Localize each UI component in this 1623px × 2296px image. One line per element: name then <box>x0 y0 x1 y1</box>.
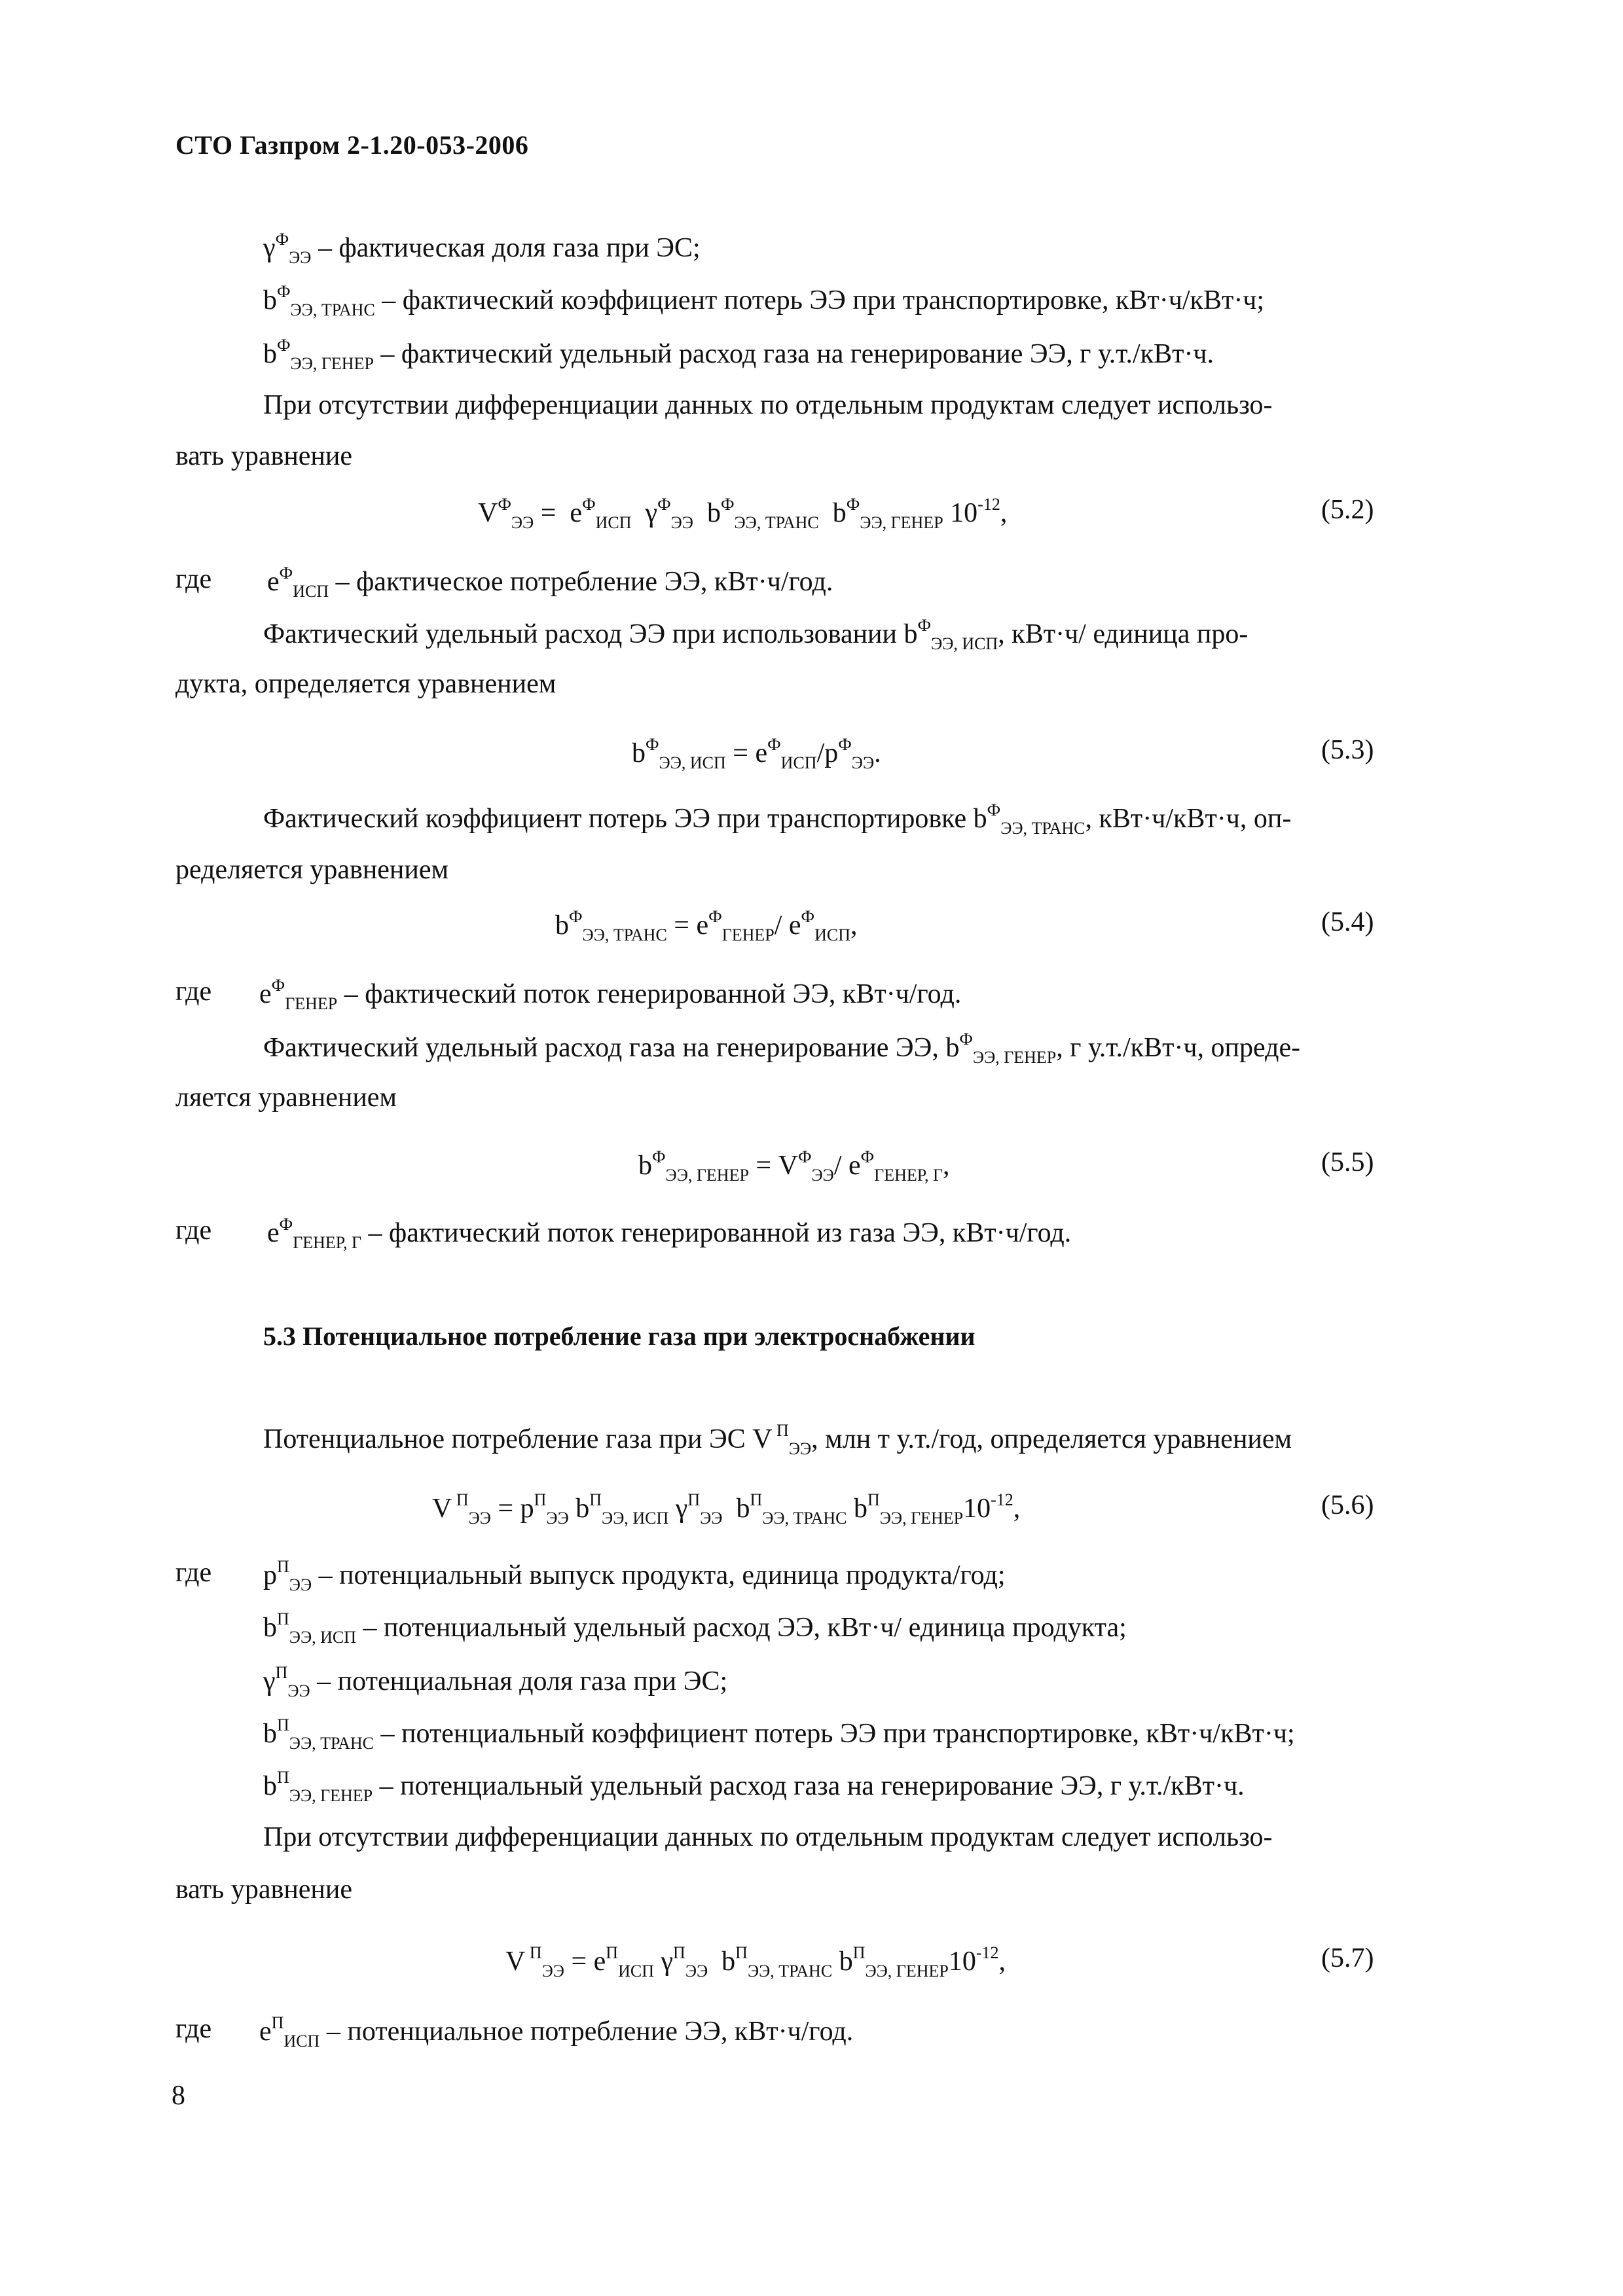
paragraph-line: Фактический удельный расход ЭЭ при использовании $b^Ф_{ЭЭ, ИСП}$, кВт·ч/ единица про- <box>263 616 1249 653</box>
section-heading: 5.3 Потенциальное потребление газа при электроснабжении <box>263 1321 976 1351</box>
where-definition: $e^Ф_{ГЕНЕР}$ – фактический поток генерированной ЭЭ, кВт·ч/год. <box>259 976 962 1013</box>
page-number: 8 <box>172 2081 185 2111</box>
where-label: где <box>175 977 212 1007</box>
equation-number: (5.6) <box>1321 1490 1374 1520</box>
where-label: где <box>175 1215 212 1246</box>
definition-line: $b^П_{ЭЭ, ТРАНС}$ – потенциальный коэффициент потерь ЭЭ при транспортировке, кВт·ч/кВт·ч; <box>263 1715 1295 1753</box>
paragraph-line: вать уравнение <box>175 1874 353 1905</box>
where-label: где <box>175 2014 212 2044</box>
equation-5-2: $V^Ф_{ЭЭ} = e^Ф_{ИСП}$ $\gamma^Ф_{ЭЭ}$ $b^Ф_{ЭЭ, ТРАНС}$ $b^Ф_{ЭЭ, ГЕНЕР}$ $10^{-12}$, <box>478 495 1008 532</box>
equation-number: (5.7) <box>1321 1943 1374 1973</box>
where-definition: $e^Ф_{ГЕНЕР, Г}$ – фактический поток генерированной из газа ЭЭ, кВт·ч/год. <box>267 1215 1072 1252</box>
equation-5-5: $b^Ф_{ЭЭ, ГЕНЕР} = V^Ф_{ЭЭ}/$ $e^Ф_{ГЕНЕР, Г}$, <box>638 1147 950 1185</box>
where-label: где <box>175 1558 212 1588</box>
where-definition: $e^П_{ИСП}$ – потенциальное потребление ЭЭ, кВт·ч/год. <box>259 2013 854 2051</box>
paragraph-line: При отсутствии дифференциации данных по отдельным продуктам следует использо- <box>263 390 1273 420</box>
equation-5-4: $b^Ф_{ЭЭ, ТРАНС} = e^Ф_{ГЕНЕР}/$ $e^Ф_{ИСП}$, <box>555 907 858 944</box>
definition-line: $b^Ф_{ЭЭ, ТРАНС}$ – фактический коэффициент потерь ЭЭ при транспортировке, кВт·ч/кВт·ч; <box>263 282 1265 319</box>
definition-line: $\gamma^Ф_{ЭЭ}$ – фактическая доля газа при ЭС; <box>263 230 701 267</box>
equation-5-6: V $^П_{ЭЭ} = p^П_{ЭЭ}$ $b^П_{ЭЭ, ИСП}$ $\gamma^П_{ЭЭ}$ $b^П_{ЭЭ, ТРАНС}$ $b^П_{ЭЭ, ГЕНЕР}10^{-12}$, <box>432 1490 1021 1528</box>
paragraph-line: дукта, определяется уравнением <box>175 669 556 699</box>
where-label: где <box>175 564 212 594</box>
definition-line: $b^П_{ЭЭ, ГЕНЕР}$ – потенциальный удельный расход газа на генерирование ЭЭ, г у.т./кВт·ч. <box>263 1768 1245 1805</box>
equation-number: (5.5) <box>1321 1147 1374 1177</box>
equation-number: (5.3) <box>1321 735 1374 765</box>
paragraph-line: ляется уравнением <box>175 1083 397 1113</box>
definition-line: $p^П_{ЭЭ}$ – потенциальный выпуск продукта, единица продукта/год; <box>263 1557 1006 1594</box>
equation-5-7: V $^П_{ЭЭ} = e^П_{ИСП}$ $\gamma^П_{ЭЭ}$ $b^П_{ЭЭ, ТРАНС}$ $b^П_{ЭЭ, ГЕНЕР}10^{-12}$, <box>505 1943 1006 1981</box>
definition-line: $\gamma^П_{ЭЭ}$ – потенциальная доля газа при ЭС; <box>263 1663 728 1700</box>
equation-number: (5.2) <box>1321 495 1374 525</box>
paragraph-line: ределяется уравнением <box>175 855 449 885</box>
equation-5-3: $b^Ф_{ЭЭ, ИСП} = e^Ф_{ИСП}/p^Ф_{ЭЭ}$. <box>632 735 881 772</box>
paragraph-line: При отсутствии дифференциации данных по отдельным продуктам следует использо- <box>263 1822 1273 1852</box>
definition-line: $b^Ф_{ЭЭ, ГЕНЕР}$ – фактический удельный расход газа на генерирование ЭЭ, г у.т./кВт·ч. <box>263 336 1214 373</box>
paragraph-line: Потенциальное потребление газа при ЭС V $^П_{ЭЭ}$, млн т у.т./год, определяется уравнением <box>263 1421 1292 1458</box>
paragraph-line: вать уравнение <box>175 441 353 471</box>
equation-number: (5.4) <box>1321 907 1374 937</box>
definition-line: $b^П_{ЭЭ, ИСП}$ – потенциальный удельный расход ЭЭ, кВт·ч/ единица продукта; <box>263 1609 1127 1647</box>
paragraph-line: Фактический коэффициент потерь ЭЭ при транспортировке $b^Ф_{ЭЭ, ТРАНС}$, кВт·ч/кВт·ч, оп- <box>263 800 1292 838</box>
paragraph-line: Фактический удельный расход газа на генерирование ЭЭ, $b^Ф_{ЭЭ, ГЕНЕР}$, г у.т./кВт·ч, опреде- <box>263 1030 1301 1067</box>
where-definition: $e^Ф_{ИСП}$ – фактическое потребление ЭЭ, кВт·ч/год. <box>267 564 833 601</box>
document-header: СТО Газпром 2-1.20-053-2006 <box>175 130 529 160</box>
